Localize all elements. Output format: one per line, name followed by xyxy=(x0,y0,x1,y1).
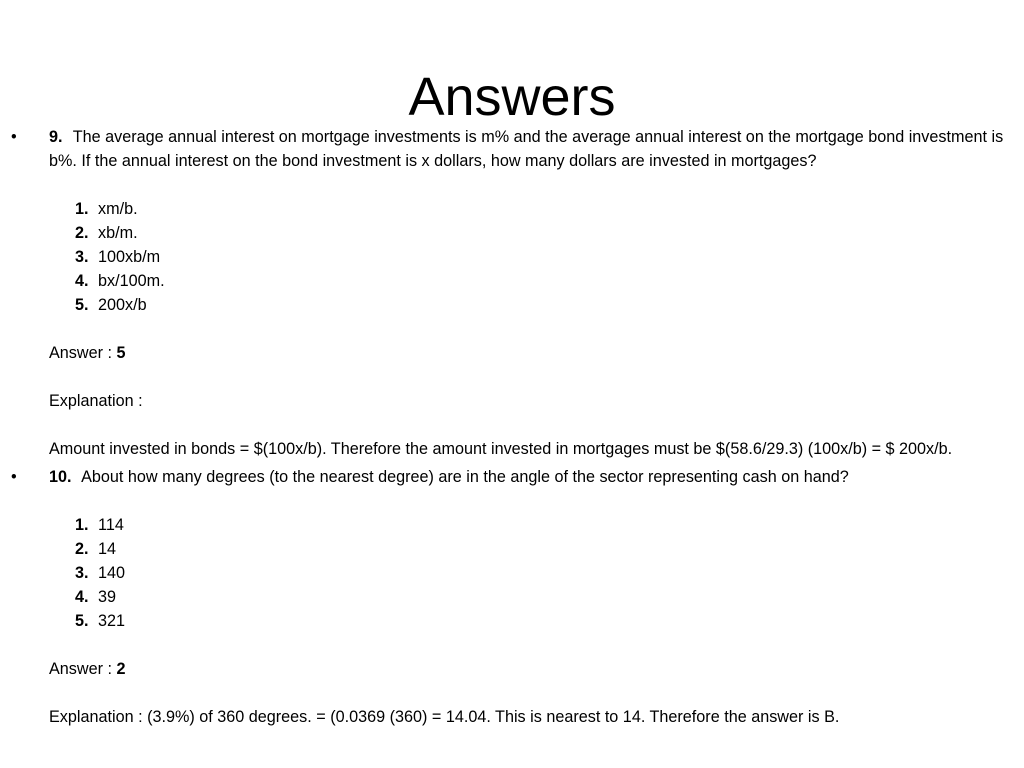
option-item xyxy=(49,269,1018,293)
option-item xyxy=(49,609,1018,633)
question-9 xyxy=(0,125,1024,461)
question-body: The average annual interest on mortgage investments is m% and the average annual interest on the mortgage bond investment is b%. If the annual interest on the bond investment is x dollars, how many dollars are invested in mortgages? xyxy=(49,128,1004,170)
question-number: 10. xyxy=(49,468,72,486)
option-text: bx/100m. xyxy=(98,272,165,290)
option-number: 5. xyxy=(75,296,89,314)
option-text: 14 xyxy=(98,540,117,558)
option-item xyxy=(49,221,1018,245)
answer-line xyxy=(49,341,1018,365)
answer-value: 5 xyxy=(116,344,126,362)
bullet-icon: • xyxy=(11,128,17,146)
option-number: 2. xyxy=(75,224,89,242)
slide-content xyxy=(0,125,1024,729)
option-text: 39 xyxy=(98,588,117,606)
option-text: 140 xyxy=(98,564,126,582)
option-text: 321 xyxy=(98,612,126,630)
question-number: 9. xyxy=(49,128,63,146)
option-item xyxy=(49,561,1018,585)
question-text xyxy=(49,465,1018,489)
option-number: 3. xyxy=(75,564,89,582)
option-text: xb/m. xyxy=(98,224,138,242)
answer-line xyxy=(49,657,1018,681)
answer-value: 2 xyxy=(116,660,126,678)
option-item xyxy=(49,513,1018,537)
option-item xyxy=(49,245,1018,269)
option-number: 1. xyxy=(75,200,89,218)
option-text: 114 xyxy=(98,516,124,534)
option-number: 1. xyxy=(75,516,89,534)
page-title: Answers xyxy=(408,67,616,127)
option-item xyxy=(49,585,1018,609)
explanation-text: Explanation : (3.9%) of 360 degrees. = (0.0369 (360) = 14.04. This is nearest to 14. Therefore the answer is B. xyxy=(49,708,840,726)
explanation-label: Explanation : xyxy=(49,392,143,410)
question-text xyxy=(49,125,1018,173)
answer-label: Answer : xyxy=(49,344,112,362)
question-body: About how many degrees (to the nearest degree) are in the angle of the sector representing cash on hand? xyxy=(81,468,849,486)
option-number: 4. xyxy=(75,272,89,290)
answer-label: Answer : xyxy=(49,660,112,678)
option-number: 5. xyxy=(75,612,89,630)
option-number: 4. xyxy=(75,588,89,606)
question-10 xyxy=(0,465,1024,729)
option-text: xm/b. xyxy=(98,200,138,218)
option-text: 100xb/m xyxy=(98,248,161,266)
explanation-text: Amount invested in bonds = $(100x/b). Therefore the amount invested in mortgages must be $(58.6/29.3) (100x/b) = $ 200x/b. xyxy=(49,440,953,458)
option-text: 200x/b xyxy=(98,296,147,314)
option-number: 2. xyxy=(75,540,89,558)
option-item xyxy=(49,293,1018,317)
bullet-icon: • xyxy=(11,468,17,486)
option-number: 3. xyxy=(75,248,89,266)
option-item xyxy=(49,197,1018,221)
option-item xyxy=(49,537,1018,561)
